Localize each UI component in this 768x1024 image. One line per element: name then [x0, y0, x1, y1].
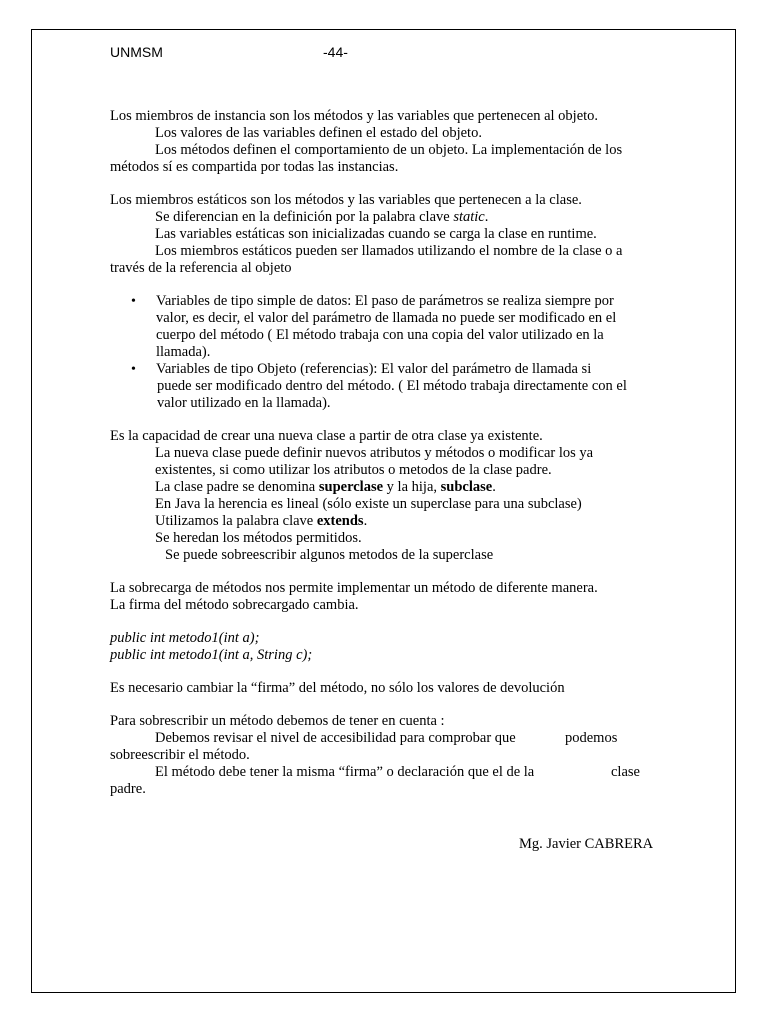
- static-keyword: static: [453, 209, 485, 225]
- paragraph-line: existentes, si como utilizar los atributos o metodos de la clase padre.: [155, 462, 552, 478]
- text-span: .: [363, 513, 368, 529]
- paragraph-line: Se heredan los métodos permitidos.: [155, 530, 362, 546]
- extends-keyword: extends: [316, 513, 364, 529]
- paragraph-line: padre.: [110, 781, 146, 797]
- paragraph-line: Los miembros estáticos pueden ser llamados utilizando el nombre de la clase o a: [155, 243, 623, 259]
- code-line: public int metodo1(int a);: [110, 630, 260, 646]
- text-span: Se diferencian en la definición por la palabra clave: [155, 209, 454, 225]
- paragraph-line: través de la referencia al objeto: [110, 260, 292, 276]
- paragraph-line: Es necesario cambiar la “firma” del método, no sólo los valores de devolución: [110, 680, 565, 696]
- bullet-line: Variables de tipo simple de datos: El paso de parámetros se realiza siempre por: [156, 293, 614, 309]
- header-page-number: -44-: [323, 44, 348, 60]
- bullet-line: puede ser modificado dentro del método. ( El método trabaja directamente con el: [157, 378, 627, 394]
- bullet-line: valor, es decir, el valor del parámetro de llamada no puede ser modificado en el: [156, 310, 617, 326]
- code-line: public int metodo1(int a, String c);: [110, 647, 313, 663]
- bullet-line: Variables de tipo Objeto (referencias): El valor del parámetro de llamada si: [156, 361, 592, 377]
- bullet-icon: •: [131, 362, 136, 377]
- paragraph-line: Los miembros de instancia son los métodos y las variables que pertenecen al objeto.: [110, 108, 599, 124]
- subclase-term: subclase: [440, 479, 493, 495]
- paragraph-line-tail: podemos: [565, 730, 618, 746]
- paragraph-line: [155, 479, 715, 496]
- bullet-line: cuerpo del método ( El método trabaja con una copia del valor utilizado en la: [156, 327, 604, 343]
- superclase-term: superclase: [318, 479, 384, 495]
- paragraph-line: Los miembros estáticos son los métodos y las variables que pertenecen a la clase.: [110, 192, 582, 208]
- paragraph-line: Los métodos definen el comportamiento de un objeto. La implementación de los: [155, 142, 623, 158]
- text-span: .: [484, 209, 489, 225]
- paragraph-line: métodos sí es compartida por todas las instancias.: [110, 159, 399, 175]
- paragraph-line: sobreescribir el método.: [110, 747, 250, 763]
- paragraph-line: La sobrecarga de métodos nos permite implementar un método de diferente manera.: [110, 580, 598, 596]
- paragraph-line: Para sobrescribir un método debemos de tener en cuenta :: [110, 713, 445, 729]
- paragraph-line: Se puede sobreescribir algunos metodos de la superclase: [165, 547, 494, 563]
- paragraph-line: Los valores de las variables definen el estado del objeto.: [155, 125, 482, 141]
- paragraph-line-tail: clase: [611, 764, 640, 780]
- paragraph-line: [155, 209, 715, 226]
- text-span: Utilizamos la palabra clave: [155, 513, 317, 529]
- paragraph-line: Debemos revisar el nivel de accesibilidad para comprobar que: [155, 730, 516, 746]
- bullet-line: valor utilizado en la llamada).: [157, 395, 331, 411]
- bullet-line: llamada).: [156, 344, 211, 360]
- header-institution: UNMSM: [110, 44, 163, 60]
- paragraph-line: La firma del método sobrecargado cambia.: [110, 597, 359, 613]
- paragraph-line: En Java la herencia es lineal (sólo existe un superclase para una subclase): [155, 496, 582, 512]
- paragraph-line: [155, 513, 715, 530]
- text-span: y la hija,: [383, 479, 441, 495]
- text-span: La clase padre se denomina: [155, 479, 319, 495]
- paragraph-line: Es la capacidad de crear una nueva clase a partir de otra clase ya existente.: [110, 428, 543, 444]
- author-signature: Mg. Javier CABRERA: [519, 836, 654, 852]
- paragraph-line: Las variables estáticas son inicializadas cuando se carga la clase en runtime.: [155, 226, 597, 242]
- text-span: .: [492, 479, 496, 495]
- paragraph-line: La nueva clase puede definir nuevos atributos y métodos o modificar los ya: [155, 445, 594, 461]
- bullet-icon: •: [131, 294, 136, 309]
- paragraph-line: El método debe tener la misma “firma” o declaración que el de la: [155, 764, 535, 780]
